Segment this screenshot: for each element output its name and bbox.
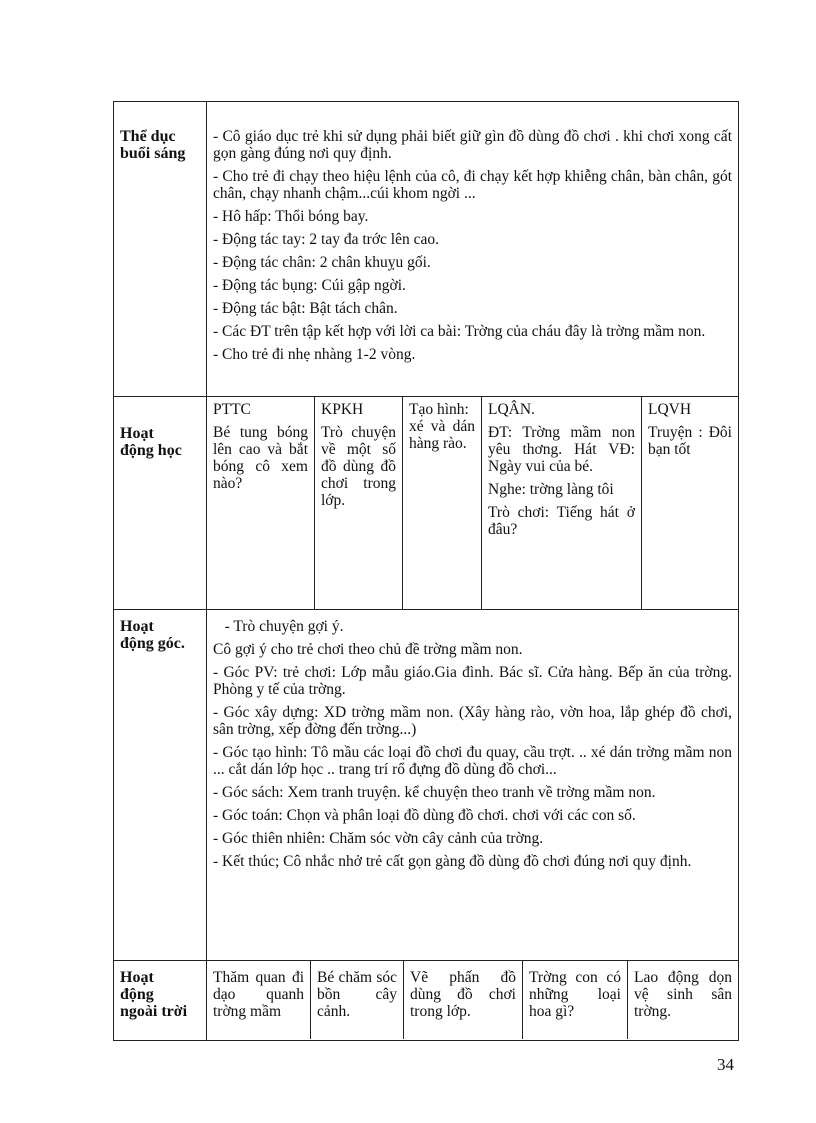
learning-activity-subtable bbox=[207, 397, 738, 609]
label-line: động bbox=[120, 986, 154, 1003]
paragraph: - Góc thiên nhiên: Chăm sóc vờn cây cảnh của trờng. bbox=[213, 830, 544, 847]
column-text: Truyện : Đôi bạn tốt bbox=[648, 424, 732, 458]
label-line: Thể dục bbox=[120, 128, 176, 145]
column-text: Trò chuyện về một số đồ dùng đồ chơi trong lớp. bbox=[321, 424, 396, 509]
morning-exercise-content-cell bbox=[207, 102, 739, 397]
paragraph: - Góc sách: Xem tranh truyện. kể chuyện theo tranh về trờng mầm non. bbox=[213, 784, 656, 801]
label-line: Hoạt bbox=[120, 618, 154, 635]
column-header: LQÂN. bbox=[488, 401, 535, 418]
label-line: động góc. bbox=[120, 635, 185, 652]
paragraph: - Cho trẻ đi nhẹ nhàng 1-2 vòng. bbox=[213, 346, 416, 363]
paragraph: - Động tác bật: Bật tách chân. bbox=[213, 300, 398, 317]
paragraph: - Trò chuyện gợi ý. bbox=[213, 618, 344, 635]
paragraph: - Kết thúc; Cô nhắc nhở trẻ cất gọn gàng đồ dùng đồ chơi đúng nơi quy định. bbox=[213, 853, 692, 870]
corner-activity-content bbox=[207, 610, 738, 870]
paragraph: - Góc PV: trẻ chơi: Lớp mẫu giáo.Gia đình. Bác sĩ. Cửa hàng. Bếp ăn của trờng. Phòng y tế của trờng. bbox=[213, 664, 732, 698]
paragraph: Cô gợi ý cho trẻ chơi theo chủ đề trờng mầm non. bbox=[213, 641, 523, 658]
learning-col-pttc bbox=[207, 397, 315, 609]
corner-activity-label bbox=[114, 610, 206, 652]
corner-activity-content-cell bbox=[207, 610, 739, 961]
outdoor-activity-content-cell bbox=[207, 961, 739, 1041]
paragraph: - Cô giáo dục trẻ khi sử dụng phải biết giữ gìn đồ dùng đồ chơi . khi chơi xong cất gọn gàng đúng nơi quy định. bbox=[213, 128, 732, 162]
row-corner-activity bbox=[114, 610, 739, 961]
learning-col-lqvh bbox=[642, 397, 739, 609]
label-line: động học bbox=[120, 442, 182, 459]
learning-col-tao-hinh bbox=[403, 397, 482, 609]
outdoor-col-3: Vẽ phấn đồ dùng đồ chơi trong lớp. bbox=[404, 961, 523, 1039]
outdoor-col-4: Trờng con có những loại hoa gì? bbox=[523, 961, 628, 1039]
learning-col-lqan bbox=[482, 397, 642, 609]
paragraph: - Góc toán: Chọn và phân loại đồ dùng đồ chơi. chơi với các con số. bbox=[213, 807, 636, 824]
column-text: Nghe: trờng làng tôi bbox=[488, 481, 614, 498]
label-line: ngoài trời bbox=[120, 1003, 188, 1020]
learning-activity-content-cell bbox=[207, 397, 739, 610]
learning-col-kpkh bbox=[315, 397, 403, 609]
column-text: Trò chơi: Tiếng hát ở đâu? bbox=[488, 504, 635, 538]
paragraph: - Góc xây dựng: XD trờng mầm non. (Xây hàng rào, vờn hoa, lắp ghép đồ chơi, sân trờng, xếp đờng đến trờng...) bbox=[213, 704, 732, 738]
column-text: ĐT: Trờng mầm non yêu thơng. Hát VĐ: Ngày vui của bé. bbox=[488, 424, 635, 475]
morning-exercise-content bbox=[207, 102, 738, 363]
column-text: xé và dán hàng rào. bbox=[409, 418, 475, 452]
row-outdoor-activity bbox=[114, 961, 739, 1041]
paragraph: - Động tác bụng: Cúi gập ngời. bbox=[213, 277, 406, 294]
outdoor-col-2: Bé chăm sóc bồn cây cảnh. bbox=[311, 961, 404, 1039]
label-line: Hoạt bbox=[120, 969, 154, 986]
label-line: Hoạt bbox=[120, 425, 154, 442]
outdoor-activity-clip bbox=[207, 961, 738, 1039]
column-header: LQVH bbox=[648, 401, 692, 418]
paragraph: - Góc tạo hình: Tô mầu các loại đồ chơi đu quay, cầu trợt. .. xé dán trờng mầm non ... cắt dán lớp học .. trang trí rổ đựng đồ dùng đồ chơi... bbox=[213, 744, 732, 778]
page-number: 34 bbox=[717, 1055, 734, 1074]
paragraph: - Cho trẻ đi chạy theo hiệu lệnh của cô, đi chạy kết hợp khiễng chân, bàn chân, gót chân, chạy nhanh chậm...cúi khom ngời ... bbox=[213, 168, 732, 202]
outdoor-activity-label-cell bbox=[114, 961, 207, 1041]
paragraph: - Các ĐT trên tập kết hợp với lời ca bài: Trờng của cháu đây là trờng mầm non. bbox=[213, 323, 706, 340]
row-learning-activity bbox=[114, 397, 739, 610]
column-header: PTTC bbox=[213, 401, 251, 418]
schedule-table bbox=[113, 101, 739, 1041]
corner-activity-label-cell bbox=[114, 610, 207, 961]
outdoor-col-5: Lao động dọn vệ sinh sân trờng. bbox=[628, 961, 739, 1039]
row-morning-exercise bbox=[114, 102, 739, 397]
outdoor-activity-subtable bbox=[207, 961, 738, 1039]
column-header: KPKH bbox=[321, 401, 364, 418]
outdoor-activity-label bbox=[114, 961, 206, 1020]
morning-exercise-label-cell bbox=[114, 102, 207, 397]
column-text: Bé tung bóng lên cao và bắt bóng cô xem nào? bbox=[213, 424, 308, 492]
outdoor-col-1: Thăm quan đi dạo quanh trờng mầm bbox=[213, 969, 304, 1020]
column-header: Tạo hình: bbox=[409, 401, 469, 418]
learning-activity-label bbox=[114, 397, 206, 459]
paragraph: - Động tác tay: 2 tay đa trớc lên cao. bbox=[213, 231, 439, 248]
morning-exercise-label bbox=[114, 102, 206, 162]
learning-activity-label-cell bbox=[114, 397, 207, 610]
paragraph: - Hô hấp: Thổi bóng bay. bbox=[213, 208, 369, 225]
paragraph: - Động tác chân: 2 chân khuỵu gối. bbox=[213, 254, 431, 271]
label-line: buổi sáng bbox=[120, 145, 186, 162]
